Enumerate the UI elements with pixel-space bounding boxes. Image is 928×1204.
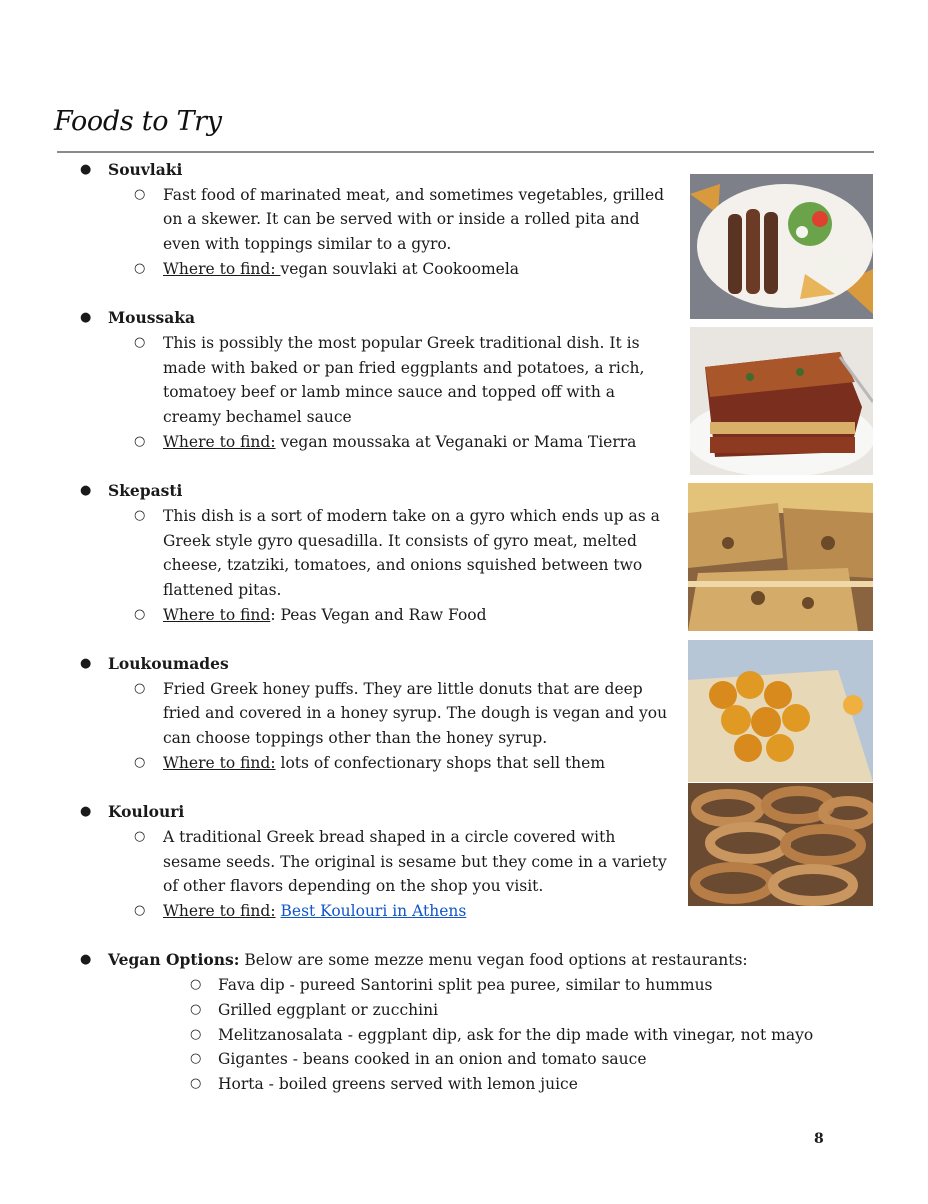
food-name: Koulouri	[108, 802, 185, 822]
circle-bullet-icon: ○	[190, 1075, 202, 1091]
vegan-option-item	[0, 1023, 928, 1048]
food-name: Loukoumades	[108, 654, 229, 674]
circle-bullet-icon: ○	[134, 260, 146, 276]
souvlaki-photo	[690, 174, 873, 319]
circle-bullet-icon: ○	[134, 433, 146, 449]
bullet-icon: ●	[80, 656, 92, 672]
vegan-options	[0, 948, 928, 1096]
circle-bullet-icon: ○	[134, 680, 146, 696]
page-number: 8	[814, 1131, 824, 1147]
vegan-option-item	[0, 998, 928, 1023]
bullet-icon: ●	[80, 483, 92, 499]
circle-bullet-icon: ○	[190, 1026, 202, 1042]
circle-bullet-icon: ○	[134, 754, 146, 770]
where-to-find-label: Where to find:	[163, 259, 281, 278]
circle-bullet-icon: ○	[190, 977, 202, 993]
vegan-option-text: Grilled eggplant or zucchini	[218, 1000, 439, 1019]
vegan-option-item	[0, 1072, 928, 1097]
food-description: Fried Greek honey puffs. They are little donuts that are deep fried and covered in a honey syrup. The dough is vegan and you can choose toppings other than the honey syrup.	[163, 679, 668, 748]
vegan-option-item	[0, 1047, 928, 1072]
circle-bullet-icon: ○	[134, 828, 146, 844]
where-to-find-value: lots of confectionary shops that sell them	[275, 753, 606, 772]
vegan-option-text: Melitzanosalata - eggplant dip, ask for the dip made with vinegar, not mayo	[218, 1025, 814, 1044]
page-title: Foods to Try	[54, 106, 222, 137]
where-to-find-label: Where to find:	[163, 753, 276, 772]
where-to-find-label: Where to find	[163, 605, 271, 624]
vegan-option-text: Gigantes - beans cooked in an onion and tomato sauce	[218, 1050, 647, 1069]
loukoumades-photo	[688, 640, 873, 782]
koulouri-link[interactable]: Best Koulouri in Athens	[280, 902, 467, 921]
vegan-options-intro: Below are some mezze menu vegan food options at restaurants:	[239, 951, 748, 970]
circle-bullet-icon: ○	[190, 1051, 202, 1067]
skepasti-photo	[688, 483, 873, 631]
circle-bullet-icon: ○	[190, 1001, 202, 1017]
vegan-options-label: Vegan Options:	[108, 950, 240, 970]
circle-bullet-icon: ○	[134, 334, 146, 350]
circle-bullet-icon: ○	[134, 186, 146, 202]
food-description: A traditional Greek bread shaped in a circle covered with sesame seeds. The original is sesame but they come in a variety of other flavors depending on the shop you visit.	[163, 827, 667, 896]
bullet-icon: ●	[80, 804, 92, 820]
circle-bullet-icon: ○	[134, 507, 146, 523]
bullet-icon: ●	[80, 310, 92, 326]
food-description: This is possibly the most popular Greek traditional dish. It is made with baked or pan fried eggplants and potatoes, a rich, tomatoey beef or lamb mince sauce and topped off with a creamy bechamel sauce	[163, 333, 645, 427]
where-to-find-value: vegan souvlaki at Cookoomela	[280, 259, 520, 278]
food-name: Moussaka	[108, 308, 196, 328]
circle-bullet-icon: ○	[134, 903, 146, 919]
vegan-option-item	[0, 973, 928, 998]
moussaka-photo	[690, 327, 873, 475]
food-name: Souvlaki	[108, 160, 183, 179]
where-to-find-label: Where to find:	[163, 432, 276, 451]
koulouri-photo	[688, 783, 873, 906]
where-to-find-value: : Peas Vegan and Raw Food	[270, 605, 487, 624]
food-description: This dish is a sort of modern take on a gyro which ends up as a Greek style gyro quesadilla. It consists of gyro meat, melted cheese, tzatziki, tomatoes, and onions squished between two flattened pitas.	[163, 506, 660, 599]
bullet-icon: ●	[80, 952, 92, 968]
where-to-find-value: vegan moussaka at Veganaki or Mama Tierra	[275, 432, 637, 451]
title-divider	[57, 151, 874, 153]
vegan-option-text: Horta - boiled greens served with lemon juice	[218, 1074, 578, 1093]
vegan-option-text: Fava dip - pureed Santorini split pea puree, similar to hummus	[218, 976, 713, 995]
food-description: Fast food of marinated meat, and sometimes vegetables, grilled on a skewer. It can be served with or inside a rolled pita and even with toppings similar to a gyro.	[163, 185, 665, 254]
food-name: Skepasti	[108, 481, 183, 501]
bullet-icon: ●	[80, 162, 92, 177]
where-to-find-label: Where to find:	[163, 902, 276, 921]
circle-bullet-icon: ○	[134, 606, 146, 622]
